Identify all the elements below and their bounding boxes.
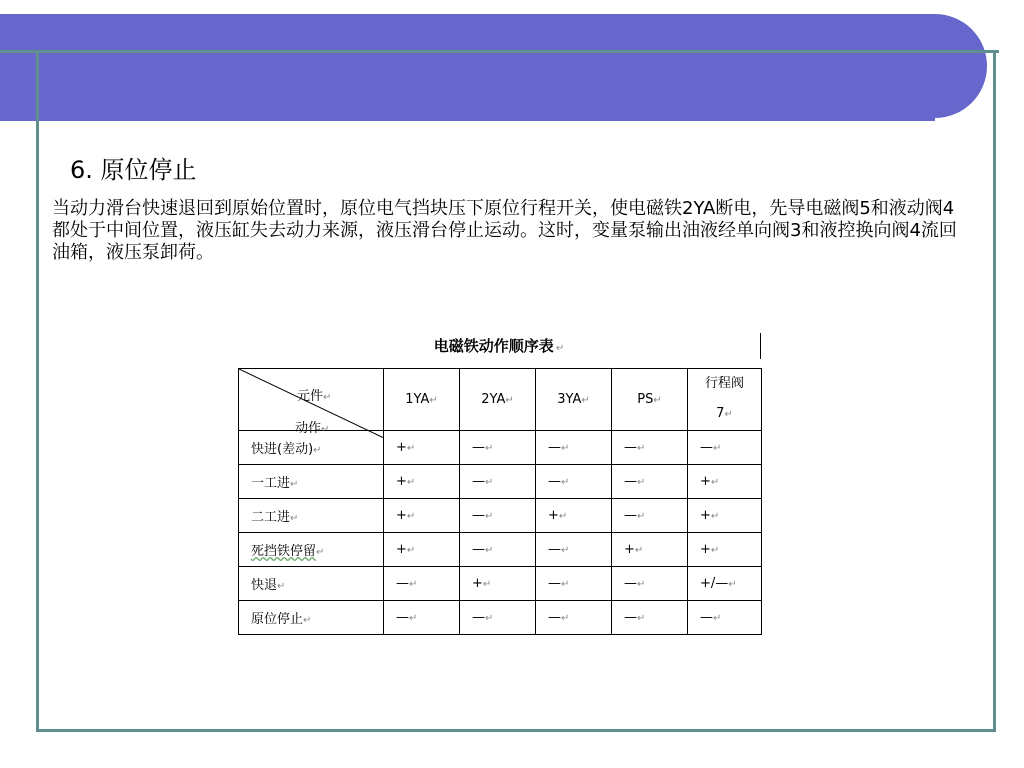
row-cell: —↵ [384, 567, 460, 601]
paragraph-mark-icon: ↵ [561, 545, 570, 556]
paragraph-mark-icon: ↵ [558, 511, 568, 522]
row-cell: +↵ [384, 533, 460, 567]
paragraph-mark-icon: ↵ [637, 511, 646, 522]
paragraph-mark-icon: ↵ [485, 613, 494, 624]
paragraph-mark-icon: ↵ [637, 477, 646, 488]
paragraph-mark-icon: ↵ [406, 545, 416, 556]
paragraph-mark-icon: ↵ [406, 511, 416, 522]
header-component: 元件↵ [297, 389, 332, 404]
paragraph-mark-icon: ↵ [728, 579, 737, 590]
paragraph-mark-icon: ↵ [637, 443, 646, 454]
slide-paragraph: 当动力滑台快速退回到原始位置时，原位电气挡块压下原位行程开关，使电磁铁2YA断电，先导电磁阀5和液动阀4都处于中间位置，液压缸失去动力来源，液压滑台停止运动。这时，变量泵输出油液经单向阀3和液控换向阀4流回油箱，液压泵卸荷。 [52, 198, 957, 263]
row-cell: +↵ [384, 499, 460, 533]
paragraph-mark-icon: ↵ [505, 395, 514, 406]
row-cell: —↵ [536, 431, 612, 465]
header-action: 动作↵ [295, 421, 330, 436]
paragraph-mark-icon: ↵ [321, 424, 330, 435]
paragraph-mark-icon: ↵ [316, 547, 325, 558]
row-cell: +↵ [688, 533, 762, 567]
paragraph-mark-icon: ↵ [485, 443, 494, 454]
row-cell: +↵ [384, 431, 460, 465]
column-header-3ya: 3YA↵ [536, 369, 612, 431]
paragraph-mark-icon: ↵ [409, 579, 418, 590]
row-cell: —↵ [688, 601, 762, 635]
paragraph-mark-icon: ↵ [485, 511, 494, 522]
column-header-1ya: 1YA↵ [384, 369, 460, 431]
paragraph-mark-icon: ↵ [713, 613, 722, 624]
row-cell: —↵ [460, 465, 536, 499]
row-cell: —↵ [460, 533, 536, 567]
paragraph-mark-icon: ↵ [653, 395, 662, 406]
row-cell: +↵ [460, 567, 536, 601]
slide-title: 6. 原位停止 [70, 156, 197, 184]
table-row [239, 533, 762, 567]
paragraph-mark-icon: ↵ [482, 579, 492, 590]
row-cell: +/—↵ [688, 567, 762, 601]
row-cell: +↵ [536, 499, 612, 533]
paragraph-mark-icon: ↵ [290, 513, 299, 524]
row-cell: +↵ [384, 465, 460, 499]
row-cell: —↵ [460, 601, 536, 635]
table-header-row [239, 369, 762, 431]
table-title [238, 333, 761, 359]
paragraph-mark-icon: ↵ [277, 581, 286, 592]
row-cell: +↵ [688, 499, 762, 533]
paragraph-mark-icon: ↵ [303, 615, 312, 626]
column-header-2ya: 2YA↵ [460, 369, 536, 431]
row-cell: —↵ [536, 601, 612, 635]
paragraph-mark-icon: ↵ [429, 395, 438, 406]
row-action-label: 快退↵ [239, 567, 384, 601]
row-cell: —↵ [612, 465, 688, 499]
paragraph-mark-icon: ↵ [637, 613, 646, 624]
row-cell: —↵ [384, 601, 460, 635]
row-action-label: 快进(差动)↵ [239, 431, 384, 465]
paragraph-mark-icon: ↵ [710, 545, 720, 556]
row-cell: —↵ [536, 465, 612, 499]
row-cell: —↵ [612, 567, 688, 601]
row-cell: —↵ [460, 499, 536, 533]
paragraph-mark-icon: ↵ [713, 443, 722, 454]
paragraph-mark-icon: ↵ [634, 545, 644, 556]
column-header-travel-valve: 行程阀 7↵ [688, 369, 762, 431]
paragraph-mark-icon: ↵ [290, 479, 299, 490]
paragraph-mark-icon: ↵ [406, 477, 416, 488]
paragraph-mark-icon: ↵ [323, 392, 332, 403]
paragraph-mark-icon: ↵ [485, 477, 494, 488]
row-cell: +↵ [612, 533, 688, 567]
paragraph-mark-icon: ↵ [561, 579, 570, 590]
paragraph-mark-icon: ↵ [581, 395, 590, 406]
paragraph-mark-icon: ↵ [561, 443, 570, 454]
paragraph-mark-icon: ↵ [710, 477, 720, 488]
table-row [239, 567, 762, 601]
row-action-label: 原位停止↵ [239, 601, 384, 635]
paragraph-mark-icon: ↵ [406, 443, 416, 454]
paragraph-mark-icon: ↵ [561, 613, 570, 624]
row-cell: —↵ [536, 567, 612, 601]
table-row [239, 465, 762, 499]
table-row [239, 499, 762, 533]
paragraph-mark-icon: ↵ [561, 477, 570, 488]
paragraph-mark-icon: ↵ [724, 409, 733, 420]
paragraph-mark-icon: ↵ [555, 343, 565, 354]
column-header-ps: PS↵ [612, 369, 688, 431]
paragraph-mark-icon: ↵ [710, 511, 720, 522]
diagonal-header-cell [239, 369, 384, 436]
row-cell: —↵ [612, 499, 688, 533]
row-cell: —↵ [612, 431, 688, 465]
paragraph-mark-icon: ↵ [313, 445, 322, 456]
row-action-label: 死挡铁停留↵ [239, 533, 384, 567]
paragraph-mark-icon: ↵ [485, 545, 494, 556]
table-title-text: 电磁铁动作顺序表 [433, 337, 554, 355]
row-cell: —↵ [612, 601, 688, 635]
paragraph-mark-icon: ↵ [637, 579, 646, 590]
row-action-label: 一工进↵ [239, 465, 384, 499]
sequence-table [238, 368, 762, 635]
paragraph-mark-icon: ↵ [409, 613, 418, 624]
row-cell: —↵ [536, 533, 612, 567]
row-cell: +↵ [688, 465, 762, 499]
table-row [239, 601, 762, 635]
row-cell: —↵ [460, 431, 536, 465]
row-action-label: 二工进↵ [239, 499, 384, 533]
row-cell: —↵ [688, 431, 762, 465]
